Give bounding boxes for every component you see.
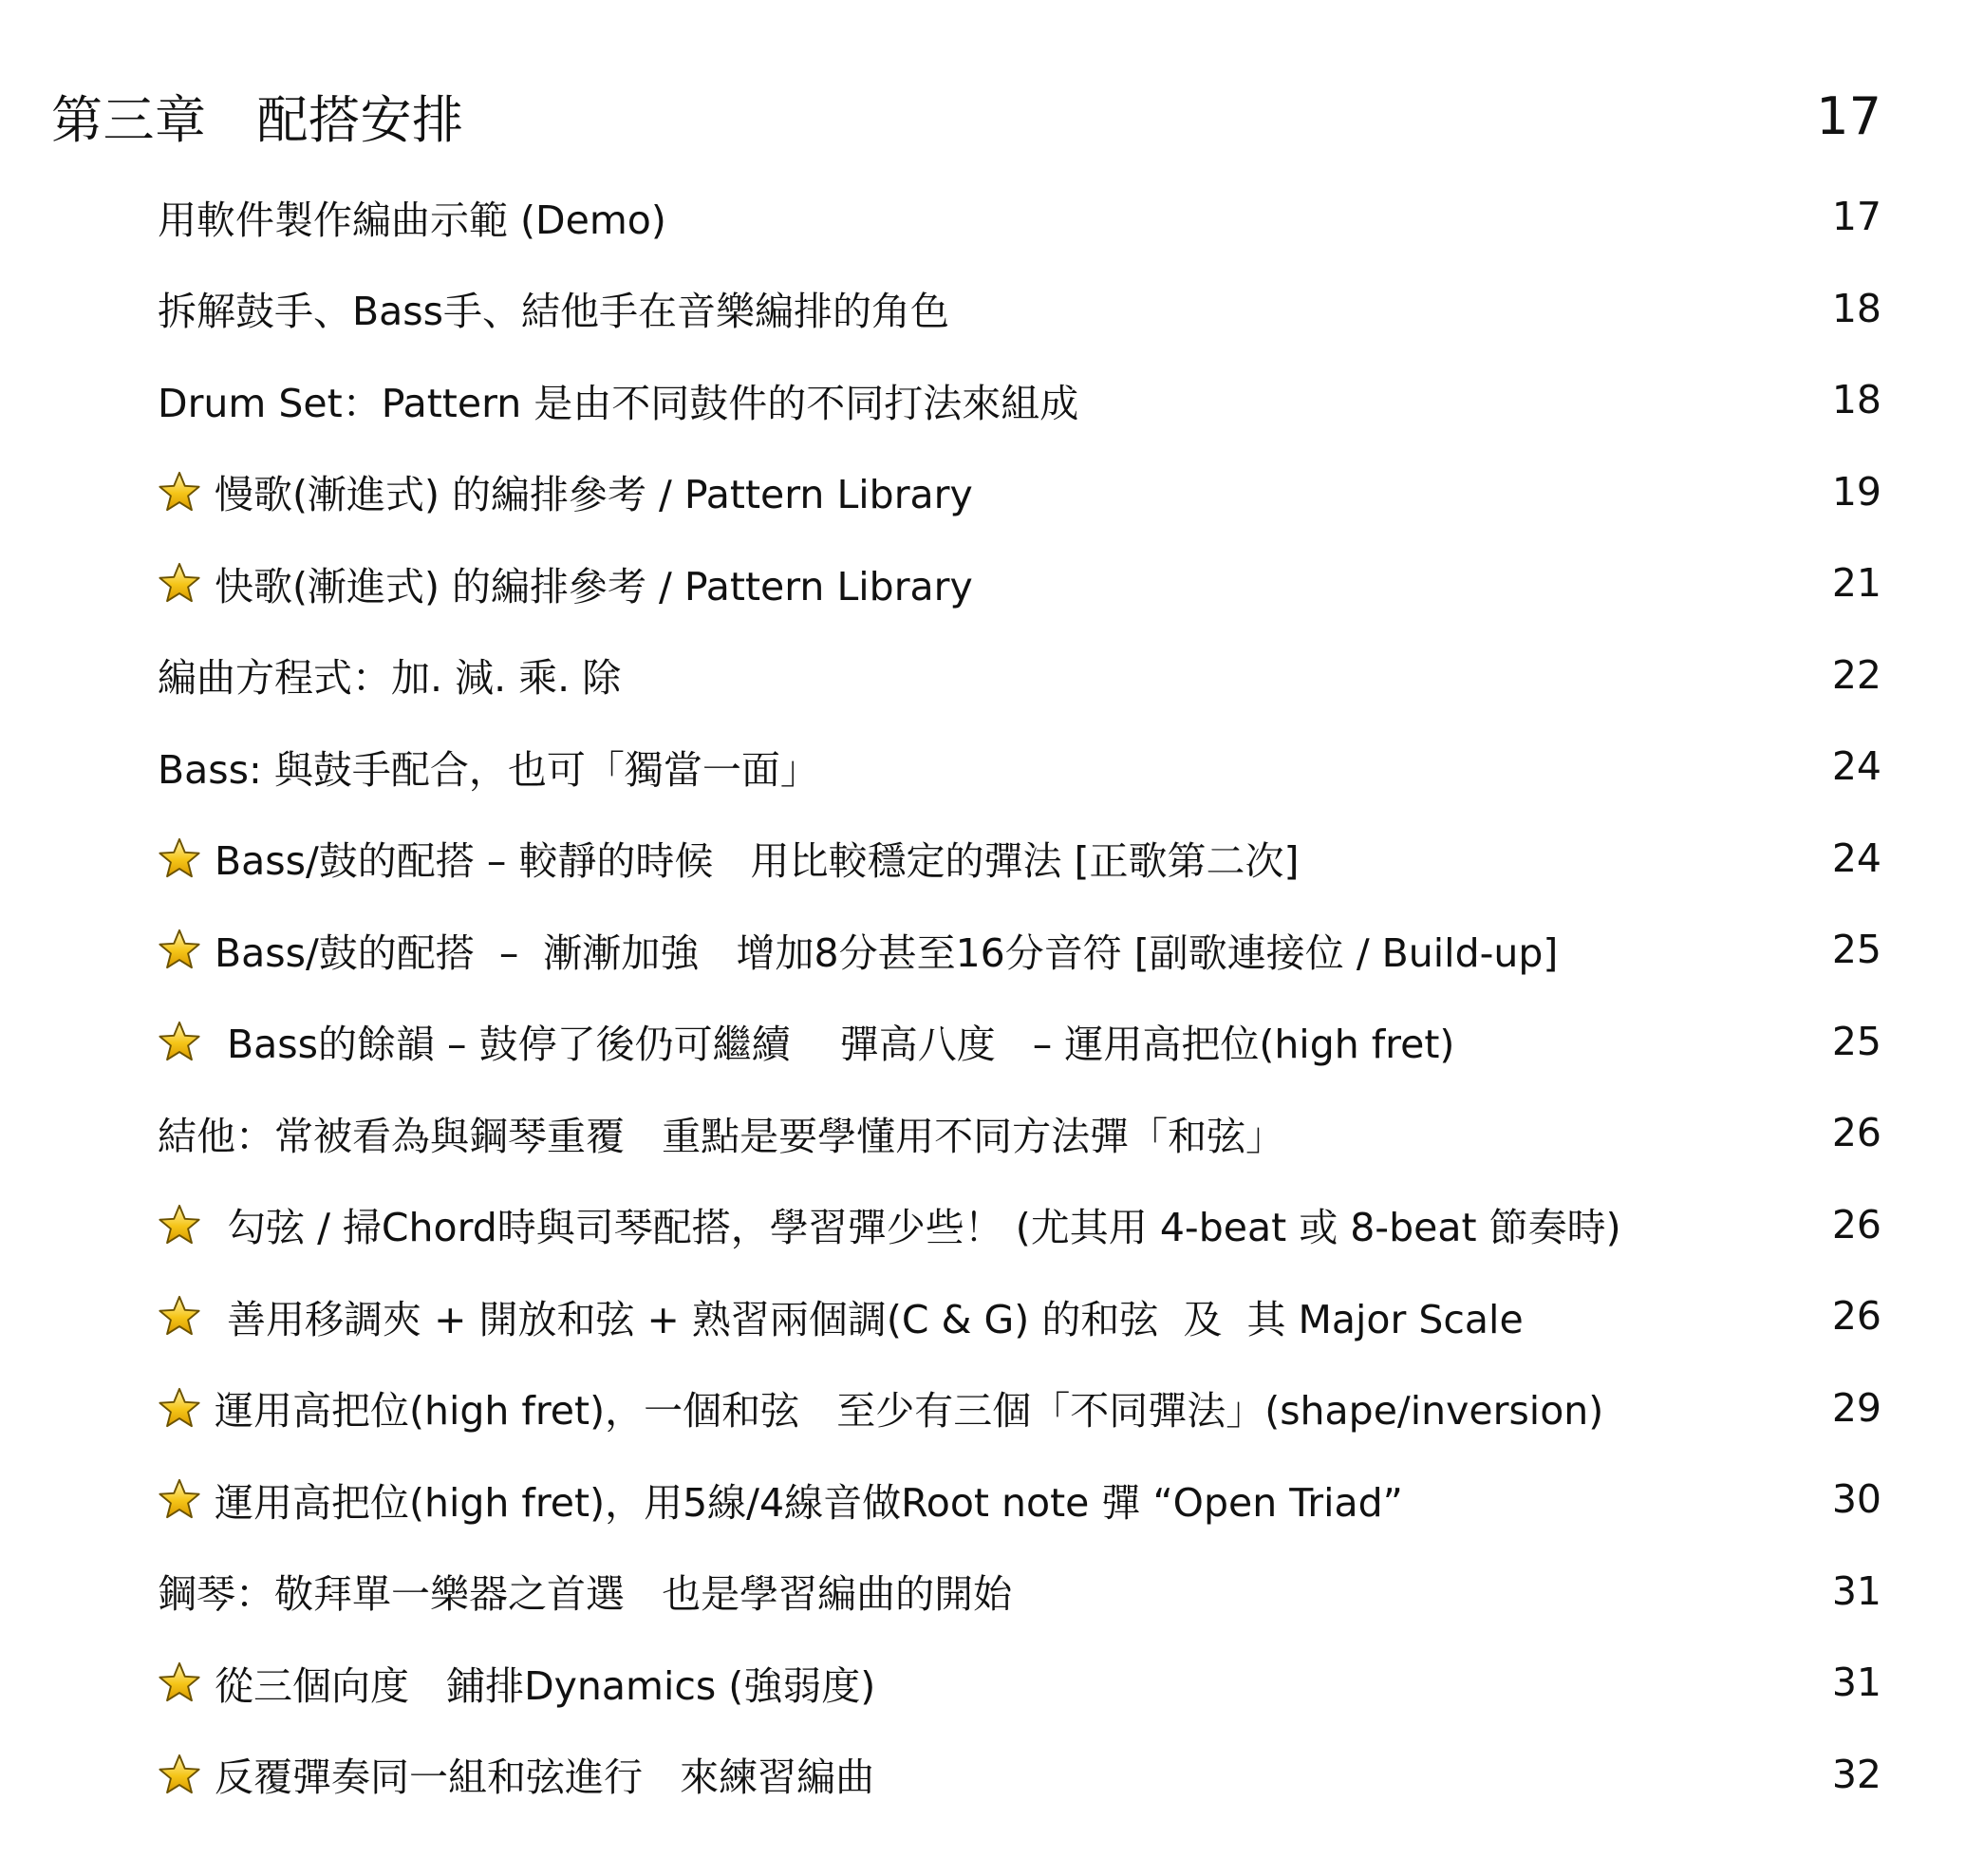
toc-entry[interactable]	[158, 1454, 1881, 1546]
toc-entry-heading	[158, 555, 973, 611]
toc-entry[interactable]	[158, 1729, 1881, 1821]
toc-entry-title: 拆解鼓手、Bass手、結他手在音樂編排的角色	[158, 289, 949, 335]
toc-entry-page-number: 25	[1831, 1018, 1881, 1064]
toc-entry-heading	[158, 189, 666, 245]
toc-entry-title: 編曲方程式：加. 減. 乘. 除	[158, 655, 622, 702]
toc-entry[interactable]	[158, 263, 1881, 355]
star-icon	[158, 1386, 201, 1430]
toc-entry-page-number: 30	[1831, 1476, 1881, 1523]
toc-entry-heading	[158, 830, 1299, 886]
toc-entry[interactable]	[158, 537, 1881, 629]
star-icon	[158, 1660, 201, 1704]
toc-entry-heading	[158, 647, 621, 703]
star-icon	[158, 470, 201, 514]
toc-entry-heading	[158, 280, 949, 336]
toc-entry-page-number: 31	[1831, 1660, 1881, 1706]
toc-entry-title: 反覆彈奏同一組和弦進行 來練習編曲	[215, 1754, 875, 1801]
toc-entry-title: 快歌(漸進式) 的編排參考 / Pattern Library	[215, 563, 973, 610]
toc-entry-heading	[158, 922, 1558, 978]
toc-entry-page-number: 25	[1831, 927, 1881, 973]
toc-entry[interactable]	[158, 1179, 1881, 1271]
toc-entry-page-number: 18	[1831, 285, 1881, 331]
toc-entry-heading	[158, 463, 973, 519]
toc-entry-page-number: 24	[1831, 835, 1881, 881]
toc-entry-heading	[158, 1746, 874, 1802]
toc-entry-page-number: 21	[1831, 560, 1881, 607]
toc-entry-title: Bass: 與鼓手配合，也可「獨當一面」	[158, 746, 819, 793]
toc-entry-heading	[158, 1563, 1012, 1619]
toc-entry-page-number: 32	[1831, 1751, 1881, 1797]
toc-entry-heading	[158, 1655, 875, 1711]
toc-entry-title: 結他：常被看為與鋼琴重覆 重點是要學懂用不同方法彈「和弦」	[158, 1113, 1285, 1159]
toc-entry-page-number: 17	[1831, 194, 1881, 240]
chapter-page-number: 17	[1816, 85, 1881, 146]
toc-entry-heading	[158, 1472, 1403, 1528]
toc-entry-heading	[158, 1013, 1454, 1069]
toc-entry[interactable]	[158, 1270, 1881, 1362]
star-icon	[158, 836, 201, 880]
toc-entry-heading	[158, 739, 819, 795]
star-icon	[158, 1203, 201, 1247]
toc-entry[interactable]	[158, 446, 1881, 538]
toc-entry-title: 用軟件製作編曲示範 (Demo)	[158, 197, 666, 243]
toc-entry-title: Bass/鼓的配搭 – 較靜的時候 用比較穩定的彈法 [正歌第二次]	[215, 838, 1300, 885]
toc-entry-heading	[158, 1196, 1621, 1252]
toc-entry-title: 勾弦 / 掃Chord時與司琴配搭，學習彈少些！ (尤其用 4-beat 或 8-beat 節奏時)	[215, 1205, 1621, 1251]
toc-entry-heading	[158, 1288, 1524, 1344]
toc-entry-page-number: 19	[1831, 468, 1881, 515]
toc-entry[interactable]	[158, 629, 1881, 722]
star-icon	[158, 1477, 201, 1521]
chapter-title: 第三章 配搭安排	[51, 89, 464, 150]
toc-entry[interactable]	[158, 1087, 1881, 1179]
toc-entry-title: 運用高把位(high fret)，一個和弦 至少有三個「不同彈法」(shape/inversion)	[215, 1388, 1604, 1435]
chapter-heading-row[interactable]	[51, 78, 1881, 154]
toc-entry[interactable]	[158, 996, 1881, 1088]
toc-entry-title: 慢歌(漸進式) 的編排參考 / Pattern Library	[215, 472, 973, 518]
toc-entry-page-number: 22	[1831, 651, 1881, 698]
toc-entry[interactable]	[158, 1546, 1881, 1638]
toc-entry-title: 善用移調夾 + 開放和弦 + 熟習兩個調(C & G) 的和弦 及 其 Major Scale	[215, 1296, 1524, 1342]
toc-entry-page-number: 26	[1831, 1110, 1881, 1156]
toc-entry-heading	[158, 1105, 1284, 1161]
toc-entry-title: 運用高把位(high fret)，用5線/4線音做Root note 彈 “Open Triad”	[215, 1479, 1403, 1526]
star-icon	[158, 1753, 201, 1796]
toc-entry-page-number: 26	[1831, 1201, 1881, 1248]
toc-entry[interactable]	[158, 904, 1881, 996]
toc-entry-title: 從三個向度 鋪排Dynamics (強弱度)	[215, 1662, 876, 1709]
toc-entry[interactable]	[158, 171, 1881, 263]
toc-entry-title: Bass/鼓的配搭 – 漸漸加強 增加8分甚至16分音符 [副歌連接位 / Build-up]	[215, 929, 1559, 976]
toc-entry[interactable]	[158, 354, 1881, 446]
toc-entry-heading	[158, 372, 1078, 428]
star-icon	[158, 561, 201, 605]
toc-entry-page-number: 18	[1831, 377, 1881, 423]
toc-entry-page-number: 29	[1831, 1384, 1881, 1431]
toc-entry-page-number: 24	[1831, 743, 1881, 790]
toc-entry-title: 鋼琴：敬拜單一樂器之首選 也是學習編曲的開始	[158, 1571, 1013, 1618]
toc-entry-page-number: 31	[1831, 1567, 1881, 1614]
toc-entry[interactable]	[158, 813, 1881, 905]
star-icon	[158, 1294, 201, 1338]
toc-entry-list	[158, 171, 1881, 1820]
toc-entry-heading	[158, 1379, 1603, 1435]
toc-entry[interactable]	[158, 721, 1881, 813]
toc-entry-title: Drum Set：Pattern 是由不同鼓件的不同打法來組成	[158, 380, 1079, 426]
toc-entry[interactable]	[158, 1637, 1881, 1729]
star-icon	[158, 928, 201, 971]
toc-entry[interactable]	[158, 1362, 1881, 1454]
toc-entry-title: Bass的餘韻 – 鼓停了後仍可繼續 彈高八度 – 運用高把位(high fret)	[215, 1022, 1455, 1068]
star-icon	[158, 1020, 201, 1063]
toc-entry-page-number: 26	[1831, 1293, 1881, 1340]
